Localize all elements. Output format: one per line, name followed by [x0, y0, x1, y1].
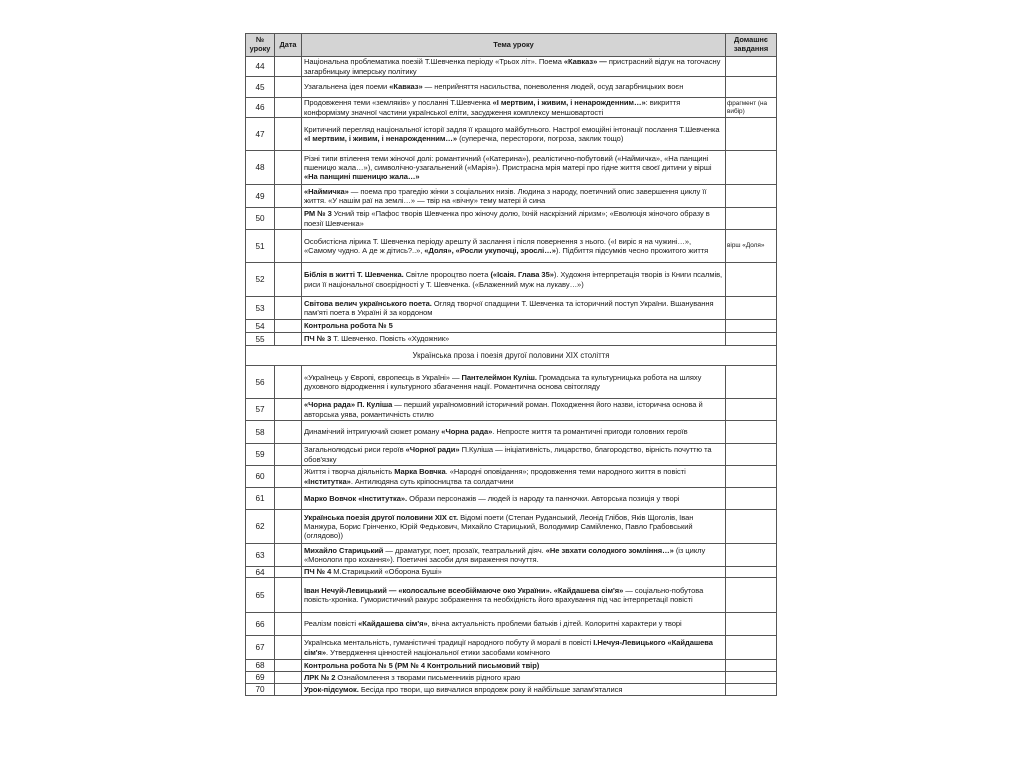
lesson-number: 58	[246, 421, 275, 444]
table-row	[246, 297, 777, 320]
lesson-number: 59	[246, 444, 275, 466]
lesson-number: 65	[246, 578, 275, 613]
lesson-topic	[302, 297, 726, 320]
lesson-number: 48	[246, 151, 275, 185]
topic-text: Реалізм повісті	[304, 619, 359, 629]
topic-text: — неприйняття насильства, поневолення людей, осуд загарбницьких воєн	[422, 82, 684, 92]
lesson-number: 46	[246, 98, 275, 118]
topic-text: ). Підбиття підсумків чесно прожитого життя	[555, 246, 709, 255]
topic-text: (із циклу «Монологи про кохання»). Поетичні засоби для вираження почуття.	[304, 545, 706, 564]
topic-emphasis: «І мертвим, і живим, і ненарожденним…»	[304, 134, 458, 143]
lesson-number: 51	[246, 230, 275, 263]
lesson-number: 70	[246, 684, 275, 696]
topic-emphasis: «Чорної ради»	[405, 445, 460, 455]
lesson-date	[275, 544, 302, 567]
topic-text: Громадська та культурницька робота на шляху духовного відродження і культурного збагачення нації. Романтична основа світогляду	[304, 372, 702, 391]
lesson-topic	[302, 263, 726, 297]
topic-text: «Українець у Європі, європеєць в Україні» —	[304, 372, 462, 382]
topic-emphasis: РМ № 3	[304, 209, 332, 219]
topic-text: (суперечка, перестороги, погроза, заклик тощо)	[457, 134, 624, 143]
lesson-date	[275, 567, 302, 578]
table-body	[246, 57, 777, 696]
table-row	[246, 366, 777, 399]
topic-emphasis: «Чорна рада» П. Куліша	[304, 400, 393, 410]
topic-emphasis: Михайло Старицький	[304, 545, 384, 555]
lesson-topic	[302, 444, 726, 466]
lesson-homework	[726, 208, 777, 230]
lesson-date	[275, 578, 302, 613]
topic-emphasis: «Інститутка»	[304, 476, 351, 486]
table-header-row	[246, 34, 777, 57]
lesson-number: 66	[246, 613, 275, 636]
lesson-plan-table	[245, 33, 777, 696]
topic-text: Продовження теми «земляків» у посланні Т.Шевченка	[304, 98, 493, 108]
topic-emphasis: Українська поезія другої половини ХІХ ст.	[304, 512, 459, 522]
table-row	[246, 230, 777, 263]
header-homework: Домашнє завдання	[726, 34, 777, 57]
lesson-number: 45	[246, 77, 275, 98]
topic-text: П.Куліша — ініціативність, лицарство, благородство, вірність почуттю та обов'язку	[304, 445, 712, 464]
lesson-topic	[302, 320, 726, 333]
lesson-homework	[726, 263, 777, 297]
lesson-homework	[726, 320, 777, 333]
topic-text: Відомі поети (Степан Руданський, Леонід Глібов, Яків Щоголів, Іван Манжура, Борис Грінченко, Юрій Федькович, Михайло Старицький, Володимир Самійленко, Павло Грабовський (оглядово))	[304, 512, 694, 541]
table-row	[246, 567, 777, 578]
topic-text: ). Художня інтерпретація творів із Книги псалмів, риси її національної своєрідності у Т. Шевченка. («Блаженний муж на лукаву…»)	[304, 270, 723, 289]
lesson-topic	[302, 118, 726, 151]
lesson-date	[275, 636, 302, 660]
table-row	[246, 488, 777, 510]
topic-emphasis: «І мертвим, і живим, і ненарожденним…»	[492, 98, 646, 108]
topic-text: Національна проблематика поезій Т.Шевченка періоду «Трьох літ». Поема	[304, 57, 564, 67]
lesson-number: 62	[246, 510, 275, 544]
lesson-date	[275, 151, 302, 185]
lesson-homework	[726, 636, 777, 660]
topic-emphasis: «Кайдашева сім'я»	[358, 619, 428, 629]
topic-emphasis: («Ісаія. Глава 35»	[490, 270, 554, 280]
topic-text: Бесіда про твори, що вивчалися впродовж року й найбільше запам'яталися	[358, 684, 623, 694]
lesson-number: 61	[246, 488, 275, 510]
topic-text: Різні типи втілення теми жіночої долі: романтичний («Катерина»), реалістично-побутовий («Наймичка», «На панщині пшеницю жала…»), символічно-узагальнений («Марія»). Пристрасна мрія матері про гідне життя своєї дитини у вірші	[304, 153, 712, 172]
header-date: Дата	[275, 34, 302, 57]
table-row	[246, 77, 777, 98]
topic-emphasis: «Кавказ» —	[563, 57, 607, 67]
lesson-number: 52	[246, 263, 275, 297]
table-row	[246, 578, 777, 613]
lesson-date	[275, 77, 302, 98]
topic-emphasis: Біблія в житті Т. Шевченка.	[304, 270, 404, 280]
lesson-homework	[726, 544, 777, 567]
lesson-number: 54	[246, 320, 275, 333]
section-heading-row	[246, 346, 777, 366]
topic-text: Узагальнена ідея поеми	[304, 82, 390, 92]
lesson-topic	[302, 77, 726, 98]
topic-text: М.Старицький «Оборона Буші»	[331, 567, 442, 577]
topic-text: . Утвердження цінностей національної етики засобами комічного	[325, 647, 551, 657]
header-lesson-number: № уроку	[246, 34, 275, 57]
table-row	[246, 613, 777, 636]
lesson-date	[275, 421, 302, 444]
topic-emphasis: ЛРК № 2	[304, 672, 336, 682]
lesson-homework	[726, 118, 777, 151]
lesson-topic	[302, 672, 726, 684]
lesson-number: 69	[246, 672, 275, 684]
table-row	[246, 466, 777, 488]
lesson-topic	[302, 399, 726, 421]
table-row	[246, 151, 777, 185]
lesson-homework	[726, 578, 777, 613]
lesson-date	[275, 684, 302, 696]
table-row	[246, 57, 777, 77]
topic-text: — драматург, поет, прозаїк, театральний діяч.	[383, 545, 546, 555]
table-row	[246, 185, 777, 208]
lesson-number: 67	[246, 636, 275, 660]
topic-text: Ознайомлення з творами письменників рідного краю	[335, 672, 521, 682]
lesson-date	[275, 57, 302, 77]
lesson-date	[275, 510, 302, 544]
lesson-topic	[302, 466, 726, 488]
table-row	[246, 660, 777, 672]
lesson-topic	[302, 613, 726, 636]
lesson-homework	[726, 399, 777, 421]
lesson-number: 60	[246, 466, 275, 488]
lesson-number: 68	[246, 660, 275, 672]
topic-text: . «Народні оповідання»; продовження теми народного життя в повісті	[445, 467, 686, 477]
topic-emphasis: Пантелеймон Куліш.	[461, 372, 537, 382]
lesson-homework: вірш «Доля»	[726, 230, 777, 263]
lesson-topic	[302, 684, 726, 696]
topic-text: Загальнолюдські риси героїв	[304, 445, 406, 455]
lesson-homework	[726, 421, 777, 444]
lesson-topic	[302, 488, 726, 510]
lesson-date	[275, 297, 302, 320]
lesson-number: 55	[246, 333, 275, 346]
lesson-date	[275, 488, 302, 510]
topic-text: пристрасний відгук на тогочасну загарбницьку імперську політику	[304, 57, 721, 76]
topic-text: — соціально-побутова повість-хроніка. Гумористичний ракурс зображення та необхідність його врахування під час інтерпретації повісті	[304, 585, 704, 604]
topic-text: . Антилюдяна суть кріпосництва та солдатчини	[350, 476, 514, 486]
topic-emphasis: ПЧ № 4	[304, 567, 332, 577]
lesson-number: 57	[246, 399, 275, 421]
lesson-homework	[726, 151, 777, 185]
lesson-number: 64	[246, 567, 275, 578]
table-row	[246, 320, 777, 333]
lesson-topic	[302, 636, 726, 660]
topic-text: Особистісна лірика Т. Шевченка періоду арешту й заслання і після повернення з нього. («І виріс я на чужині…», «Самому чудно. А де ж дітись?..»,	[304, 236, 692, 255]
lesson-number: 56	[246, 366, 275, 399]
lesson-topic	[302, 333, 726, 346]
table-row	[246, 118, 777, 151]
lesson-date	[275, 208, 302, 230]
topic-emphasis: «На панщині пшеницю жала…»	[304, 172, 420, 182]
topic-text: . Непросте життя та романтичні пригоди головних героїв	[492, 427, 688, 437]
topic-text: Образи персонажів — людей із народу та панночки. Авторська позиція у творі	[407, 493, 680, 503]
lesson-number: 44	[246, 57, 275, 77]
lesson-topic	[302, 185, 726, 208]
lesson-date	[275, 672, 302, 684]
lesson-date	[275, 320, 302, 333]
lesson-date	[275, 660, 302, 672]
topic-text: Усний твір «Пафос творів Шевченка про жіночу долю, їхній наскрізний ліризм»; «Еволюція жіночого образу в поезії Шевченка»	[304, 209, 710, 228]
table-row	[246, 421, 777, 444]
lesson-homework	[726, 444, 777, 466]
lesson-topic	[302, 660, 726, 672]
topic-emphasis: І.Нечуя-Левицького «Кайдашева сім'я»	[304, 638, 713, 657]
topic-text: Динамічний інтригуючий сюжет роману	[304, 427, 442, 437]
lesson-number: 47	[246, 118, 275, 151]
lesson-homework	[726, 366, 777, 399]
lesson-homework	[726, 488, 777, 510]
lesson-date	[275, 444, 302, 466]
lesson-homework	[726, 672, 777, 684]
section-heading: Українська проза і поезія другої половини ХІХ століття	[246, 346, 777, 366]
lesson-number: 53	[246, 297, 275, 320]
lesson-homework	[726, 684, 777, 696]
lesson-homework	[726, 333, 777, 346]
lesson-plan-page	[245, 33, 776, 696]
lesson-homework	[726, 297, 777, 320]
topic-emphasis: «Наймичка»	[304, 186, 349, 196]
table-row	[246, 208, 777, 230]
lesson-homework	[726, 185, 777, 208]
lesson-homework	[726, 466, 777, 488]
lesson-date	[275, 333, 302, 346]
lesson-homework	[726, 510, 777, 544]
lesson-topic	[302, 544, 726, 567]
lesson-homework	[726, 567, 777, 578]
lesson-date	[275, 230, 302, 263]
table-row	[246, 333, 777, 346]
lesson-date	[275, 466, 302, 488]
topic-text: Українська ментальність, гуманістичні традиції народного побуту й моралі в повісті	[304, 638, 594, 648]
lesson-number: 49	[246, 185, 275, 208]
topic-emphasis: «Кавказ»	[389, 82, 423, 92]
table-row	[246, 98, 777, 118]
topic-text: — поема про трагедію жінки з соціальних низів. Людина з народу, поетичний опис завершення циклу її життя. «У нашім раї на землі…» — твір на «вічну» тему матері й сина	[304, 186, 707, 205]
topic-emphasis: Марка Вовчка	[394, 467, 446, 477]
lesson-homework: фрагмент (на вибір)	[726, 98, 777, 118]
table-row	[246, 684, 777, 696]
topic-text: Огляд творчої спадщини Т. Шевченка та історичний поступ України. Вшанування пам'яті поета в Україні й за кордоном	[304, 298, 714, 317]
lesson-number: 50	[246, 208, 275, 230]
table-row	[246, 399, 777, 421]
lesson-date	[275, 399, 302, 421]
topic-text: — перший україномовний історичний роман. Походження його назви, історична основа й авторська уява, романтичність стилю	[304, 400, 703, 419]
lesson-topic	[302, 366, 726, 399]
topic-text: : викриття конформізму значної частини української еліти, засудження комплексу меншовартості	[304, 98, 681, 117]
topic-emphasis: «Чорна рада»	[441, 427, 493, 437]
lesson-topic	[302, 208, 726, 230]
lesson-topic	[302, 421, 726, 444]
topic-text: Світле пророцтво поета	[403, 270, 491, 280]
lesson-topic	[302, 578, 726, 613]
lesson-topic	[302, 151, 726, 185]
lesson-homework	[726, 57, 777, 77]
lesson-date	[275, 613, 302, 636]
lesson-topic	[302, 510, 726, 544]
lesson-date	[275, 118, 302, 151]
table-row	[246, 263, 777, 297]
lesson-number: 63	[246, 544, 275, 567]
topic-emphasis: Контрольна робота № 5	[304, 321, 393, 331]
topic-text: Життя і творча діяльність	[304, 467, 395, 477]
lesson-date	[275, 98, 302, 118]
table-row	[246, 672, 777, 684]
topic-emphasis: «Не звхати солодкого зомління…»	[545, 545, 674, 555]
lesson-homework	[726, 613, 777, 636]
table-row	[246, 444, 777, 466]
topic-emphasis: Іван Нечуй-Левицький — «колосальне всеобіймаюче око України». «Кайдашева сім'я»	[304, 585, 624, 595]
lesson-date	[275, 263, 302, 297]
lesson-topic	[302, 230, 726, 263]
lesson-date	[275, 185, 302, 208]
lesson-date	[275, 366, 302, 399]
header-topic: Тема уроку	[302, 34, 726, 57]
table-row	[246, 510, 777, 544]
table-row	[246, 544, 777, 567]
topic-emphasis: «Доля», «Росли укупочці, зрослі…»	[424, 246, 556, 255]
topic-text: , вічна актуальність проблеми батьків і дітей. Колоритні характери у творі	[427, 619, 682, 629]
topic-emphasis: Контрольна робота № 5 (РМ № 4 Контрольний письмовий твір)	[304, 660, 540, 670]
topic-text: Критичний перегляд національної історії задля її кращого майбутнього. Настрої емоційні інтонації послання Т.Шевченка	[304, 124, 720, 134]
lesson-homework	[726, 660, 777, 672]
lesson-topic	[302, 57, 726, 77]
topic-emphasis: Урок-підсумок.	[304, 684, 359, 694]
topic-emphasis: Світова велич українського поета.	[304, 298, 432, 308]
topic-emphasis: Марко Вовчок «Інститутка».	[304, 493, 408, 503]
lesson-topic	[302, 98, 726, 118]
lesson-homework	[726, 77, 777, 98]
table-row	[246, 636, 777, 660]
topic-text: Т. Шевченко. Повість «Художник»	[331, 334, 450, 344]
lesson-topic	[302, 567, 726, 578]
topic-emphasis: ПЧ № 3	[304, 334, 332, 344]
